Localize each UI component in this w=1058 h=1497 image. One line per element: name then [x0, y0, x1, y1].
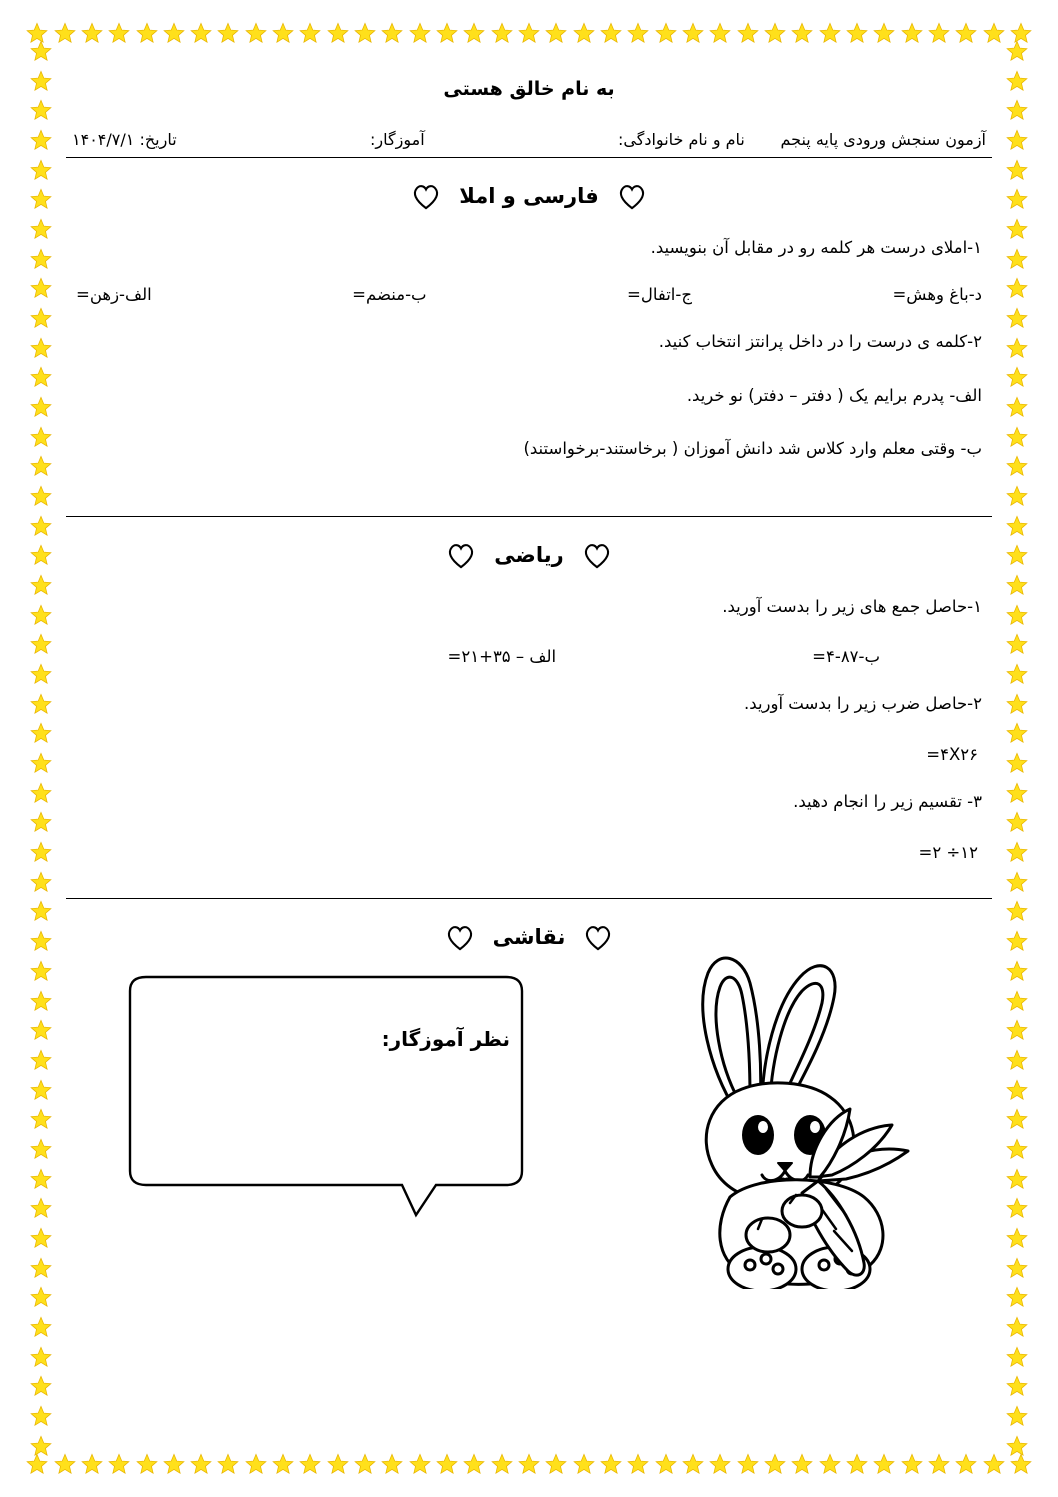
star-icon	[54, 22, 76, 44]
star-icon	[1006, 1227, 1028, 1249]
star-icon	[1006, 396, 1028, 418]
star-icon	[30, 1049, 52, 1071]
exam-title-and-student	[618, 130, 986, 149]
star-icon	[873, 1453, 895, 1475]
answer-blank[interactable]: د-باغ وهش=	[892, 285, 982, 305]
star-icon	[1006, 604, 1028, 626]
star-icon	[30, 1405, 52, 1427]
star-icon	[491, 22, 513, 44]
section-math-title: ریاضی	[494, 543, 564, 568]
star-icon	[436, 1453, 458, 1475]
math-problem[interactable]: ب-۸۷-۴=	[812, 646, 881, 666]
section-persian-title: فارسی و املا	[459, 184, 599, 208]
star-icon	[928, 22, 950, 44]
star-icon	[518, 1453, 540, 1475]
star-icon	[30, 930, 52, 952]
star-icon	[928, 1453, 950, 1475]
answer-blank[interactable]: الف-زهن=	[76, 285, 152, 305]
star-icon	[1006, 1435, 1028, 1457]
star-column-right	[1006, 40, 1028, 1457]
star-icon	[655, 1453, 677, 1475]
star-icon	[1006, 1019, 1028, 1041]
star-icon	[26, 1453, 48, 1475]
star-icon	[1006, 188, 1028, 210]
question-text: ۱-حاصل جمع های زیر را بدست آورید.	[722, 597, 982, 617]
star-icon	[30, 218, 52, 240]
star-icon	[30, 900, 52, 922]
star-icon	[1006, 1108, 1028, 1130]
star-icon	[1006, 811, 1028, 833]
star-icon	[30, 782, 52, 804]
star-icon	[30, 70, 52, 92]
star-icon	[1006, 307, 1028, 329]
star-icon	[30, 1257, 52, 1279]
star-icon	[245, 1453, 267, 1475]
star-icon	[1006, 693, 1028, 715]
star-row-bottom	[26, 1453, 1032, 1475]
star-icon	[983, 22, 1005, 44]
star-icon	[409, 22, 431, 44]
star-icon	[30, 99, 52, 121]
heart-icon	[445, 923, 475, 951]
star-icon	[1006, 1168, 1028, 1190]
speech-bubble-shape	[116, 969, 536, 1219]
page-title: به نام خالق هستی	[443, 78, 615, 100]
question-text: ۲-کلمه ی درست را در داخل پرانتز انتخاب کنید.	[658, 332, 982, 352]
question-item[interactable]: ب- وقتی معلم وارد کلاس شد دانش آموزان ( برخاستند-برخواستند)	[523, 439, 982, 459]
star-icon	[327, 1453, 349, 1475]
star-icon	[573, 22, 595, 44]
answer-blanks-row	[76, 285, 982, 304]
star-icon	[1006, 722, 1028, 744]
star-icon	[30, 604, 52, 626]
star-icon	[136, 22, 158, 44]
star-icon	[545, 22, 567, 44]
question-text: ۳- تقسیم زیر را انجام دهید.	[793, 792, 982, 812]
star-icon	[573, 1453, 595, 1475]
star-icon	[30, 1079, 52, 1101]
star-icon	[955, 1453, 977, 1475]
teacher-label: آموزگار:	[370, 130, 425, 149]
star-icon	[30, 40, 52, 62]
heart-icon	[582, 541, 612, 569]
star-icon	[381, 22, 403, 44]
heart-icon	[446, 541, 476, 569]
star-icon	[1006, 485, 1028, 507]
star-icon	[30, 455, 52, 477]
star-icon	[272, 22, 294, 44]
star-icon	[1006, 1197, 1028, 1219]
star-icon	[30, 248, 52, 270]
section-math-header	[70, 541, 988, 569]
star-icon	[30, 366, 52, 388]
star-icon	[30, 633, 52, 655]
star-icon	[299, 22, 321, 44]
star-icon	[1006, 1286, 1028, 1308]
star-icon	[901, 1453, 923, 1475]
question-text: ۲-حاصل ضرب زیر را بدست آورید.	[744, 693, 982, 713]
star-icon	[108, 1453, 130, 1475]
math-problem[interactable]: الف – ۳۵+۲۱=	[447, 646, 557, 666]
star-icon	[30, 159, 52, 181]
star-icon	[30, 337, 52, 359]
star-icon	[190, 1453, 212, 1475]
star-icon	[983, 1453, 1005, 1475]
star-icon	[1006, 40, 1028, 62]
star-icon	[354, 22, 376, 44]
star-icon	[272, 1453, 294, 1475]
star-icon	[1006, 1346, 1028, 1368]
star-icon	[1006, 1079, 1028, 1101]
star-icon	[81, 1453, 103, 1475]
star-icon	[354, 1453, 376, 1475]
star-icon	[409, 1453, 431, 1475]
star-icon	[30, 1168, 52, 1190]
star-icon	[846, 1453, 868, 1475]
star-icon	[518, 22, 540, 44]
star-icon	[819, 22, 841, 44]
meta-row	[66, 130, 992, 157]
star-icon	[1006, 129, 1028, 151]
star-icon	[30, 722, 52, 744]
star-icon	[1006, 1138, 1028, 1160]
star-icon	[846, 22, 868, 44]
star-icon	[30, 1286, 52, 1308]
star-icon	[1006, 426, 1028, 448]
star-icon	[600, 22, 622, 44]
teacher-comment-bubble[interactable]	[116, 969, 536, 1219]
star-icon	[30, 307, 52, 329]
star-icon	[709, 1453, 731, 1475]
star-column-left	[30, 40, 52, 1457]
question-item[interactable]: الف- پدرم برایم یک ( دفتر – دفتر) نو خرید.	[686, 385, 982, 405]
star-icon	[81, 22, 103, 44]
star-icon	[30, 871, 52, 893]
star-icon	[299, 1453, 321, 1475]
star-icon	[627, 1453, 649, 1475]
star-icon	[1006, 1375, 1028, 1397]
section-math	[66, 517, 992, 898]
star-icon	[709, 22, 731, 44]
question-text: ۱-املای درست هر کلمه رو در مقابل آن بنویسید.	[650, 238, 982, 257]
star-icon	[901, 22, 923, 44]
star-icon	[791, 1453, 813, 1475]
star-icon	[30, 693, 52, 715]
student-name-label: نام و نام خانوادگی:	[618, 130, 745, 149]
star-icon	[491, 1453, 513, 1475]
star-icon	[30, 574, 52, 596]
star-icon	[737, 22, 759, 44]
heart-icon	[617, 182, 647, 210]
star-icon	[30, 841, 52, 863]
star-icon	[1006, 515, 1028, 537]
star-icon	[1006, 1257, 1028, 1279]
star-icon	[30, 426, 52, 448]
star-icon	[1006, 930, 1028, 952]
star-icon	[30, 1316, 52, 1338]
star-icon	[463, 1453, 485, 1475]
star-icon	[1006, 663, 1028, 685]
star-icon	[1006, 248, 1028, 270]
star-icon	[30, 1227, 52, 1249]
star-icon	[1006, 277, 1028, 299]
star-icon	[627, 22, 649, 44]
star-icon	[217, 22, 239, 44]
star-icon	[1006, 900, 1028, 922]
star-icon	[30, 515, 52, 537]
star-icon	[1006, 1316, 1028, 1338]
star-icon	[1006, 960, 1028, 982]
star-icon	[30, 960, 52, 982]
star-icon	[764, 1453, 786, 1475]
star-icon	[30, 396, 52, 418]
star-icon	[30, 1346, 52, 1368]
star-icon	[1006, 366, 1028, 388]
worksheet-content	[66, 56, 992, 1441]
section-persian	[66, 158, 992, 516]
star-icon	[26, 22, 48, 44]
star-icon	[655, 22, 677, 44]
star-icon	[30, 485, 52, 507]
star-icon	[463, 22, 485, 44]
answer-blank[interactable]: ج-اتفال=	[627, 285, 692, 305]
exam-title: آزمون سنجش ورودی پایه پنجم	[780, 130, 986, 149]
date-label: تاریخ: ۱۴۰۴/۷/۱	[72, 130, 177, 149]
star-icon	[436, 22, 458, 44]
star-icon	[190, 22, 212, 44]
section-persian-header	[70, 182, 988, 210]
star-icon	[1006, 337, 1028, 359]
star-icon	[1006, 841, 1028, 863]
star-row-top	[26, 22, 1032, 44]
star-icon	[381, 1453, 403, 1475]
section-drawing	[66, 899, 992, 1335]
star-icon	[30, 1019, 52, 1041]
star-icon	[30, 990, 52, 1012]
star-icon	[30, 1197, 52, 1219]
star-icon	[245, 22, 267, 44]
star-icon	[545, 1453, 567, 1475]
star-icon	[30, 1375, 52, 1397]
star-icon	[30, 1435, 52, 1457]
star-icon	[30, 129, 52, 151]
star-icon	[600, 1453, 622, 1475]
star-icon	[217, 1453, 239, 1475]
star-icon	[30, 1138, 52, 1160]
star-icon	[1006, 752, 1028, 774]
heart-icon	[583, 923, 613, 951]
star-icon	[136, 1453, 158, 1475]
star-icon	[791, 22, 813, 44]
star-icon	[1010, 1453, 1032, 1475]
star-icon	[30, 188, 52, 210]
star-icon	[1006, 990, 1028, 1012]
star-icon	[54, 1453, 76, 1475]
star-icon	[30, 811, 52, 833]
star-icon	[1006, 159, 1028, 181]
star-icon	[1006, 1405, 1028, 1427]
star-icon	[819, 1453, 841, 1475]
star-icon	[1006, 544, 1028, 566]
star-icon	[1006, 455, 1028, 477]
star-icon	[163, 22, 185, 44]
star-icon	[1006, 99, 1028, 121]
star-icon	[1006, 782, 1028, 804]
star-icon	[873, 22, 895, 44]
star-icon	[30, 752, 52, 774]
star-icon	[30, 663, 52, 685]
star-icon	[1006, 1049, 1028, 1071]
star-icon	[163, 1453, 185, 1475]
bunny-carrot-illustration	[650, 939, 950, 1289]
math-problem[interactable]: ۱۲÷ ۲=	[918, 843, 978, 863]
star-icon	[1006, 70, 1028, 92]
star-icon	[30, 1108, 52, 1130]
star-icon	[682, 1453, 704, 1475]
star-icon	[30, 544, 52, 566]
star-icon	[955, 22, 977, 44]
star-icon	[1010, 22, 1032, 44]
star-icon	[764, 22, 786, 44]
math-problem[interactable]: ۴X۲۶=	[926, 745, 978, 765]
star-icon	[108, 22, 130, 44]
math-problems-row	[76, 647, 982, 666]
star-icon	[737, 1453, 759, 1475]
star-icon	[327, 22, 349, 44]
answer-blank[interactable]: ب-منضم=	[352, 285, 427, 305]
teacher-comment-label: نظر آموزگار:	[381, 1027, 510, 1052]
star-icon	[1006, 871, 1028, 893]
star-icon	[682, 22, 704, 44]
star-icon	[30, 277, 52, 299]
section-drawing-title: نقاشی	[492, 925, 566, 950]
heart-icon	[411, 182, 441, 210]
star-icon	[1006, 633, 1028, 655]
star-icon	[1006, 218, 1028, 240]
star-icon	[1006, 574, 1028, 596]
